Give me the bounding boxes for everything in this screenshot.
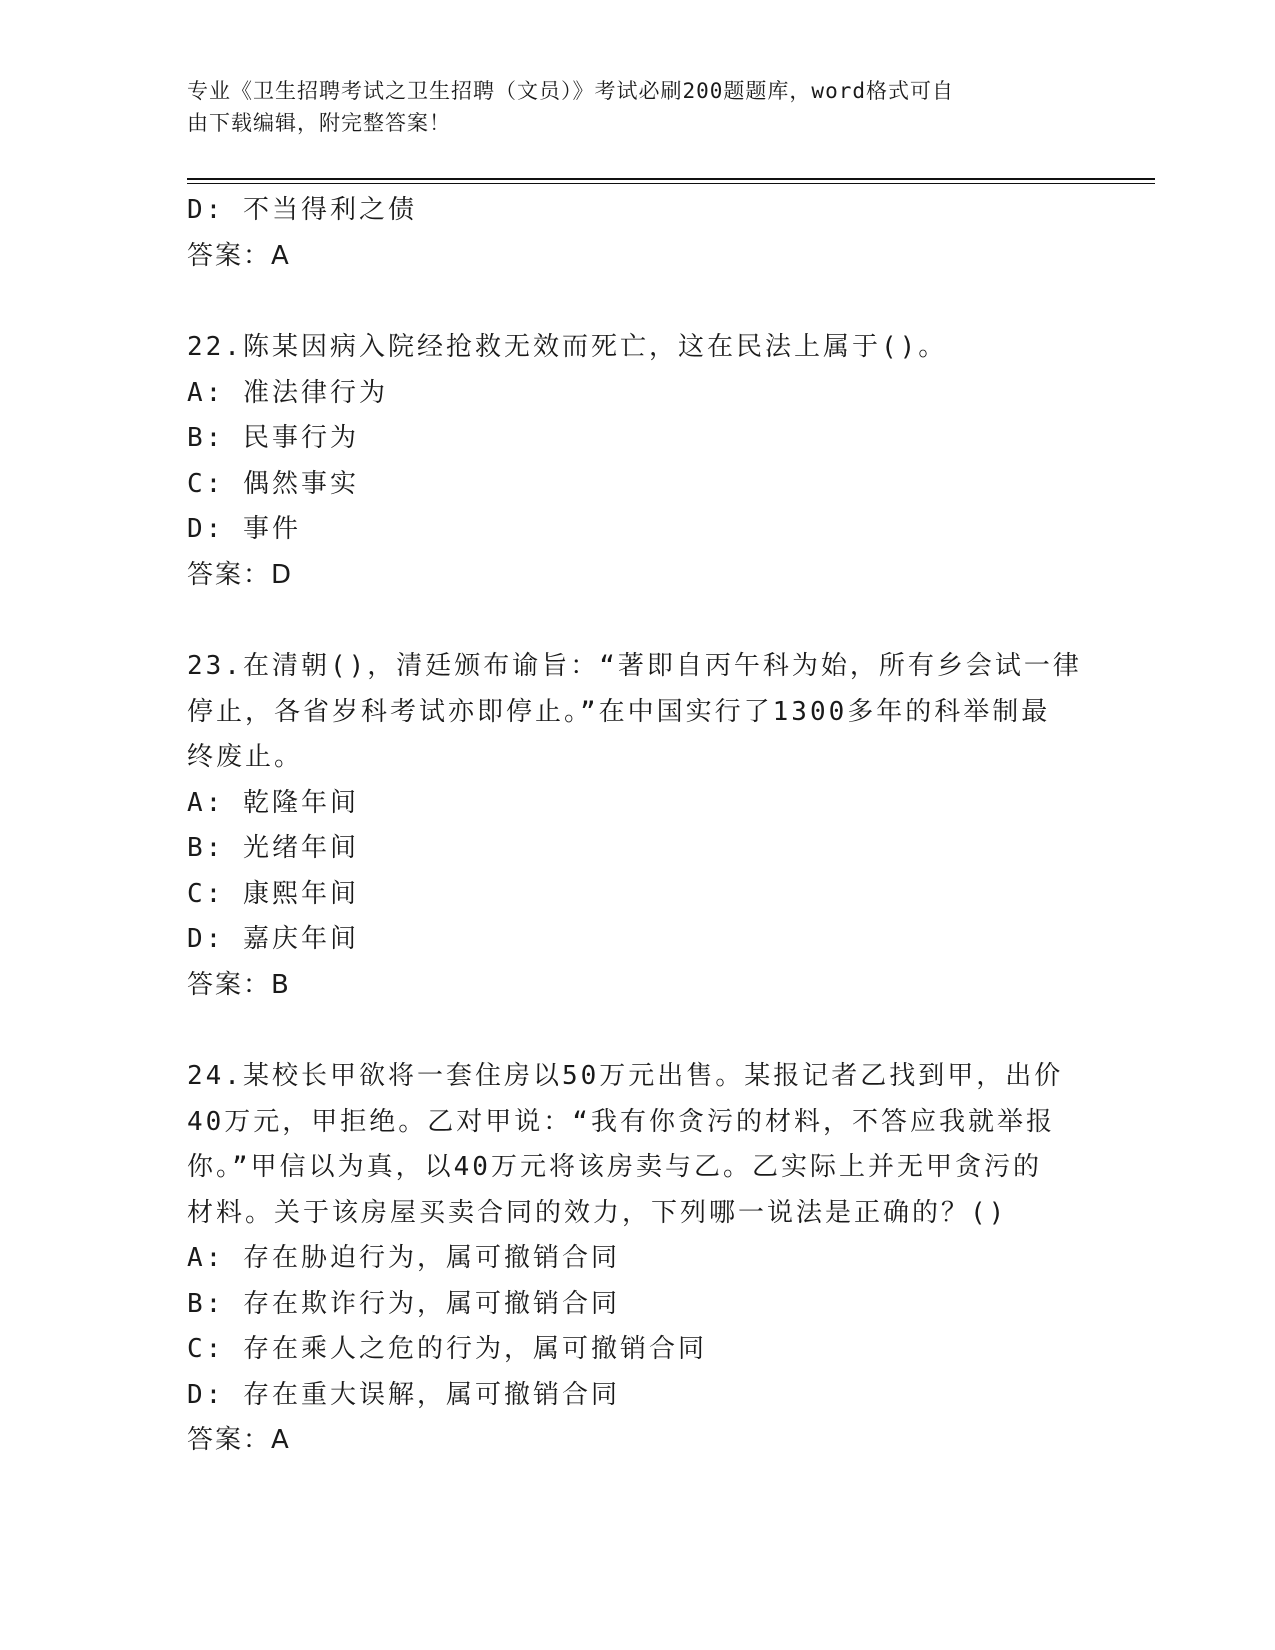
question-stem-line-3: 你。”甲信以为真，以40万元将该房卖与乙。乙实际上并无甲贪污的 bbox=[187, 1152, 1042, 1182]
option-c: C: 偶然事实 bbox=[187, 468, 359, 499]
option-d: D: 不当得利之债 bbox=[187, 195, 417, 225]
question-stem-line-4: 材料。关于该房屋买卖合同的效力，下列哪一说法是正确的？() bbox=[187, 1197, 1008, 1228]
question-22 bbox=[187, 325, 1087, 598]
option-a: A: 准法律行为 bbox=[187, 377, 388, 408]
option-d: D: 存在重大误解，属可撤销合同 bbox=[187, 1379, 620, 1410]
option-a: A: 存在胁迫行为，属可撤销合同 bbox=[187, 1243, 620, 1273]
answer-label: 答案：B bbox=[187, 969, 291, 1000]
header-divider-thick bbox=[187, 178, 1155, 180]
question-stem-line-1: 23.在清朝()，清廷颁布谕旨：“著即自丙午科为始，所有乡会试一律 bbox=[187, 651, 1082, 681]
question-body bbox=[187, 188, 1087, 1464]
option-c: C: 康熙年间 bbox=[187, 878, 359, 909]
answer-label: 答案：A bbox=[187, 1425, 291, 1455]
header-divider-thin bbox=[187, 183, 1155, 184]
option-b: B: 民事行为 bbox=[187, 423, 359, 453]
option-a: A: 乾隆年间 bbox=[187, 787, 359, 818]
header-line-2: 由下载编辑，附完整答案！ bbox=[187, 111, 451, 135]
header-line-1: 专业《卫生招聘考试之卫生招聘（文员）》考试必刷200题题库，word格式可自 bbox=[187, 79, 954, 103]
option-b: B: 存在欺诈行为，属可撤销合同 bbox=[187, 1288, 620, 1319]
question-23 bbox=[187, 644, 1087, 1008]
question-24 bbox=[187, 1054, 1087, 1464]
question-stem-line-1: 24.某校长甲欲将一套住房以50万元出售。某报记者乙找到甲，出价 bbox=[187, 1061, 1064, 1091]
option-d: D: 事件 bbox=[187, 514, 301, 544]
question-21-tail bbox=[187, 188, 1087, 279]
option-c: C: 存在乘人之危的行为，属可撤销合同 bbox=[187, 1334, 707, 1364]
answer-label: 答案：D bbox=[187, 559, 294, 590]
question-stem-line-2: 40万元，甲拒绝。乙对甲说：“我有你贪污的材料，不答应我就举报 bbox=[187, 1106, 1055, 1137]
question-stem-line-3: 终废止。 bbox=[187, 742, 304, 772]
question-stem-line-2: 停止，各省岁科考试亦即停止。”在中国实行了1300多年的科举制最 bbox=[187, 696, 1051, 727]
answer-label: 答案：A bbox=[187, 240, 291, 271]
option-d: D: 嘉庆年间 bbox=[187, 924, 359, 954]
option-b: B: 光绪年间 bbox=[187, 833, 359, 863]
question-stem: 22.陈某因病入院经抢救无效而死亡，这在民法上属于()。 bbox=[187, 332, 948, 362]
page-header bbox=[187, 75, 1067, 139]
